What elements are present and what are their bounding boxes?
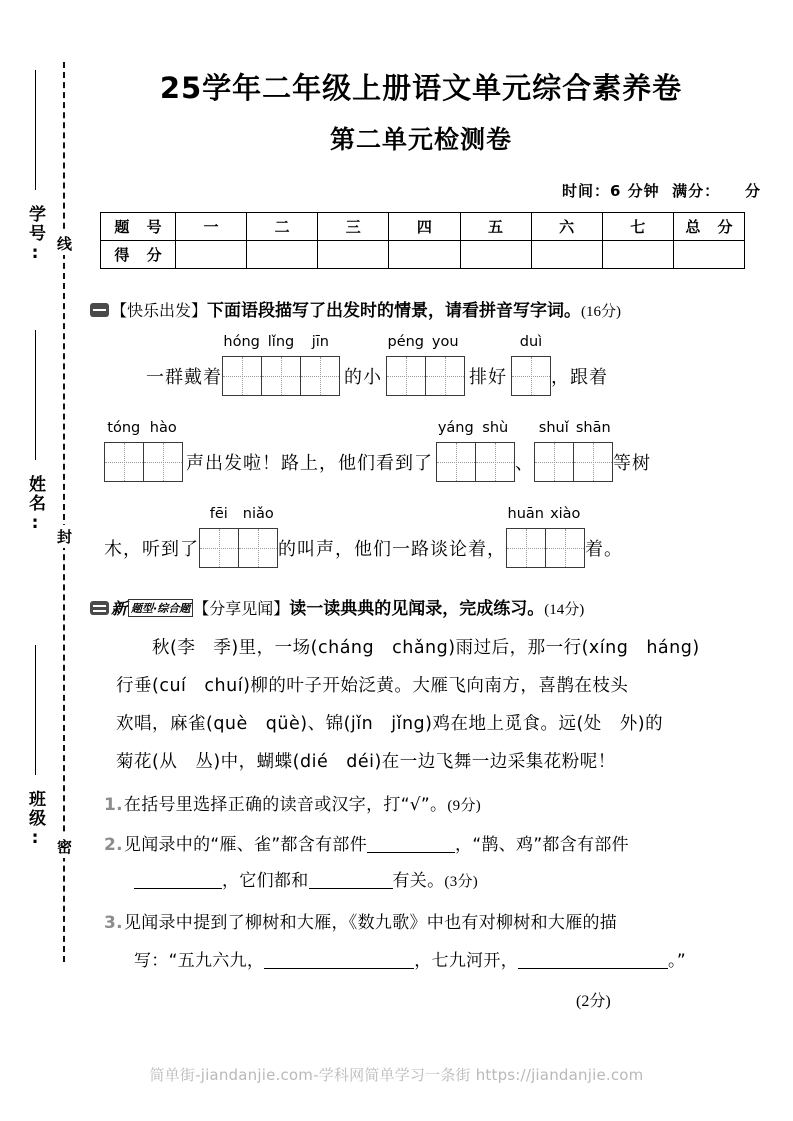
character-grid[interactable] bbox=[386, 356, 465, 396]
e1-l1-grid-c-wrap bbox=[511, 334, 551, 396]
question-2-blank-1[interactable] bbox=[367, 852, 455, 853]
score-cell-7[interactable] bbox=[602, 241, 673, 269]
e1-l3-pinyin-b bbox=[506, 507, 585, 522]
e1-l1-tail: ，跟着 bbox=[551, 367, 608, 388]
grid-cell[interactable] bbox=[437, 443, 476, 481]
passage-line-4: 菊花(从 丛)中，蝴蝶(dié déi)在一边飞舞一边采集花粉呢！ bbox=[116, 752, 616, 772]
seal-char-xian: 线 bbox=[53, 232, 75, 255]
section-2-new-label: 新 bbox=[111, 599, 128, 618]
pinyin-syllable: niǎo bbox=[242, 506, 274, 522]
e1-l1-pinyin-a bbox=[222, 335, 340, 350]
passage-line-1: 秋(李 季)里，一场(cháng chǎng)雨过后，那一行(xíng háng) bbox=[116, 638, 700, 658]
section-1-bracket-close: 】 bbox=[191, 301, 208, 320]
section-header-1 bbox=[90, 296, 621, 321]
question-3-text-a: 见闻录中提到了柳树和大雁，《数九歌》中也有对柳树和大雁的描 bbox=[123, 913, 618, 933]
e1-l2-separator: 、 bbox=[515, 453, 534, 474]
question-2-text-d: 有关。 bbox=[392, 871, 445, 891]
section-1-tag: 快乐出发 bbox=[127, 301, 192, 320]
grid-cell[interactable] bbox=[535, 443, 574, 481]
section-1-title: 下面语段描写了出发时的情景，请看拼音写字词。 bbox=[207, 301, 582, 321]
grid-cell[interactable] bbox=[387, 357, 426, 395]
section-2-new-type-box: 题型·综合题 bbox=[128, 599, 193, 617]
class-rule bbox=[35, 645, 36, 775]
section-number-badge-two-icon bbox=[90, 601, 109, 615]
question-3-blank-2[interactable] bbox=[518, 968, 668, 969]
pinyin-syllable: duì bbox=[519, 334, 543, 350]
score-cell-2[interactable] bbox=[247, 241, 318, 269]
time-and-score-line: 时间：6 分钟 满分： 分 bbox=[562, 182, 761, 200]
grid-cell[interactable] bbox=[574, 443, 612, 481]
student-name-rule bbox=[35, 330, 36, 460]
e1-l2-grid-c-wrap bbox=[534, 420, 613, 482]
e1-l2-pinyin-c bbox=[534, 421, 613, 436]
score-table-col-1: 一 bbox=[176, 213, 247, 241]
seal-char-feng: 封 bbox=[53, 525, 75, 548]
pinyin-syllable: shuǐ bbox=[538, 420, 569, 436]
character-grid[interactable] bbox=[511, 356, 551, 396]
e1-l1-grid-b-wrap bbox=[386, 334, 465, 396]
e1-l3-lead: 木，听到了 bbox=[104, 539, 199, 560]
seal-char-mi: 密 bbox=[53, 835, 75, 858]
question-3-text-c: ，七九河开， bbox=[414, 951, 519, 971]
score-table-col-4: 四 bbox=[389, 213, 460, 241]
table-row bbox=[101, 213, 745, 241]
pinyin-syllable: shān bbox=[575, 420, 611, 436]
e1-l3-grid-a-wrap bbox=[199, 506, 278, 568]
e1-l3-pinyin-a bbox=[199, 507, 278, 522]
seal-margin bbox=[0, 0, 86, 1121]
grid-cell[interactable] bbox=[507, 529, 546, 567]
e1-l2-mid1: 声出发啦！路上，他们看到了 bbox=[186, 453, 433, 474]
character-grid[interactable] bbox=[104, 442, 183, 482]
score-table-col-6: 六 bbox=[531, 213, 602, 241]
e1-l1-mid1: 的小 bbox=[344, 367, 382, 388]
score-cell-5[interactable] bbox=[460, 241, 531, 269]
e1-l2-grid-b-wrap bbox=[436, 420, 515, 482]
question-3-blank-1[interactable] bbox=[264, 968, 414, 969]
grid-cell[interactable] bbox=[105, 443, 144, 481]
question-2-points: (3分) bbox=[444, 874, 479, 890]
question-2-line-2 bbox=[134, 866, 478, 891]
e1-l3-tail: 着。 bbox=[585, 539, 623, 560]
section-number-badge-one-icon bbox=[90, 303, 109, 317]
score-table bbox=[100, 212, 745, 269]
e1-l1-grid-a-wrap bbox=[222, 334, 340, 396]
e1-l2-pinyin-b bbox=[436, 421, 515, 436]
grid-cell[interactable] bbox=[223, 357, 262, 395]
grid-cell[interactable] bbox=[512, 357, 550, 395]
section-2-points: (14分) bbox=[544, 602, 585, 618]
e1-l2-grid-a-wrap bbox=[104, 420, 183, 482]
question-2-line-1 bbox=[104, 830, 629, 855]
pinyin-syllable: lǐng bbox=[267, 334, 295, 350]
question-1-text: 在括号里选择正确的读音或汉字，打“√”。 bbox=[123, 795, 448, 815]
pinyin-syllable: huān bbox=[507, 506, 544, 522]
grid-cell[interactable] bbox=[546, 529, 584, 567]
grid-cell[interactable] bbox=[144, 443, 182, 481]
score-table-col-7: 七 bbox=[602, 213, 673, 241]
e1-l3-grid-b-wrap bbox=[506, 506, 585, 568]
pinyin-syllable: hóng bbox=[223, 334, 260, 350]
class-label: 班级: bbox=[25, 790, 45, 850]
footer-watermark: 简单街-jiandanjie.com-学科网简单学习一条街 https://jiandanjie.com bbox=[149, 1066, 644, 1084]
score-cell-3[interactable] bbox=[318, 241, 389, 269]
score-table-row-label: 题 号 bbox=[101, 213, 176, 241]
student-name-label: 姓名: bbox=[25, 475, 45, 535]
score-table-col-2: 二 bbox=[247, 213, 318, 241]
section-1-points: (16分) bbox=[581, 304, 622, 320]
exam-content bbox=[86, 0, 793, 1121]
pinyin-exercise-line-3 bbox=[86, 506, 776, 570]
question-3-number: 3. bbox=[104, 913, 123, 933]
e1-l2-tail: 等树 bbox=[613, 453, 651, 474]
pinyin-syllable: hào bbox=[149, 420, 177, 436]
pinyin-syllable: yáng bbox=[437, 420, 474, 436]
question-1 bbox=[104, 790, 481, 815]
section-2-bracket-close: 】 bbox=[273, 599, 290, 618]
pinyin-syllable: jīn bbox=[311, 334, 329, 350]
pinyin-syllable: you bbox=[431, 334, 459, 350]
section-2-title: 读一读典典的见闻录，完成练习。 bbox=[289, 599, 545, 619]
question-1-points: (9分) bbox=[447, 798, 482, 814]
pinyin-exercise-line-1 bbox=[86, 334, 776, 398]
pinyin-syllable: shù bbox=[482, 420, 509, 436]
question-2-number: 2. bbox=[104, 835, 123, 855]
pinyin-exercise-line-2 bbox=[86, 420, 776, 484]
question-2-text-a: 见闻录中的“雁、雀”都含有部件 bbox=[123, 835, 368, 855]
grid-cell[interactable] bbox=[476, 443, 514, 481]
character-grid[interactable] bbox=[199, 528, 278, 568]
seal-dashed-line bbox=[63, 62, 65, 962]
question-3-points: (2分) bbox=[576, 993, 611, 1010]
table-row bbox=[101, 241, 745, 269]
question-3-text-b: 写：“五九六九， bbox=[134, 951, 265, 971]
score-cell-4[interactable] bbox=[389, 241, 460, 269]
question-3-text-d: 。” bbox=[668, 951, 686, 971]
grid-cell[interactable] bbox=[426, 357, 464, 395]
question-2-blank-3[interactable] bbox=[309, 888, 393, 889]
pinyin-syllable: tóng bbox=[107, 420, 141, 436]
page-title: 25学年二年级上册语文单元综合素养卷 bbox=[159, 71, 683, 105]
grid-cell[interactable] bbox=[262, 357, 301, 395]
section-1-bracket-open: 【 bbox=[111, 301, 128, 320]
student-id-rule bbox=[35, 70, 36, 190]
e1-l3-mid1: 的叫声，他们一路谈论着， bbox=[278, 539, 506, 560]
grid-cell[interactable] bbox=[301, 357, 339, 395]
pinyin-syllable: fēi bbox=[209, 506, 228, 522]
question-2-blank-2[interactable] bbox=[134, 888, 222, 889]
section-2-tag: 分享见闻 bbox=[209, 599, 274, 618]
character-grid[interactable] bbox=[436, 442, 515, 482]
score-table-col-5: 五 bbox=[460, 213, 531, 241]
score-table-col-total: 总 分 bbox=[673, 213, 744, 241]
pinyin-syllable: péng bbox=[387, 334, 425, 350]
e1-l2-pinyin-a bbox=[104, 421, 183, 436]
e1-l1-lead: 一群戴着 bbox=[146, 367, 222, 388]
question-2-text-c: ，它们都和 bbox=[222, 871, 309, 891]
score-cell-6[interactable] bbox=[531, 241, 602, 269]
question-3-line-2 bbox=[134, 946, 686, 971]
score-table-row-label: 得 分 bbox=[101, 241, 176, 269]
pinyin-syllable: xiào bbox=[550, 506, 581, 522]
page-subtitle: 第二单元检测卷 bbox=[329, 125, 512, 154]
passage-line-3: 欢唱，麻雀(què qüè)、锦(jǐn jǐng)鸡在地上觅食。远(处 外)的 bbox=[116, 714, 664, 734]
question-3-line-1 bbox=[104, 908, 617, 933]
e1-l1-pinyin-c bbox=[511, 335, 551, 350]
student-id-label: 学号: bbox=[25, 205, 45, 265]
score-table-col-3: 三 bbox=[318, 213, 389, 241]
character-grid[interactable] bbox=[534, 442, 613, 482]
grid-cell[interactable] bbox=[200, 529, 239, 567]
question-2-text-b: ，“鹊、鸡”都含有部件 bbox=[455, 835, 629, 855]
character-grid[interactable] bbox=[506, 528, 585, 568]
grid-cell[interactable] bbox=[239, 529, 277, 567]
e1-l1-pinyin-b bbox=[386, 335, 465, 350]
section-2-bracket-open: 【 bbox=[193, 599, 210, 618]
score-cell-total[interactable] bbox=[673, 241, 744, 269]
e1-l1-mid2: 排好 bbox=[469, 367, 507, 388]
section-header-2 bbox=[90, 594, 584, 619]
question-1-number: 1. bbox=[104, 795, 123, 815]
character-grid[interactable] bbox=[222, 356, 340, 396]
score-cell-1[interactable] bbox=[176, 241, 247, 269]
passage-line-2: 行垂(cuí chuí)柳的叶子开始泛黄。大雁飞向南方，喜鹊在枝头 bbox=[116, 676, 629, 696]
